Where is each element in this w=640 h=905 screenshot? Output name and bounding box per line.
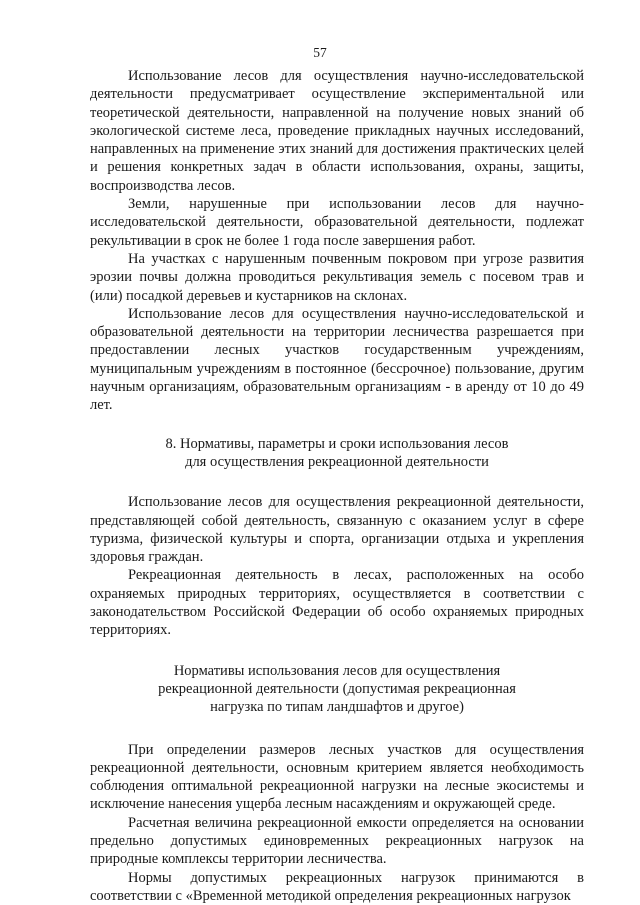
paragraph: Нормы допустимых рекреационных нагрузок принимаются в соответствии с «Временной методикой определения рекреационных нагрузок <box>90 869 584 904</box>
document-body <box>90 67 584 905</box>
paragraph: Рекреационная деятельность в лесах, расположенных на особо охраняемых природных территориях, осуществляется в соответствии с законодательством Российской Федерации об особо охраняемых природных территориях. <box>90 567 584 639</box>
section-heading-line: 8. Нормативы, параметры и сроки использования лесов <box>165 435 509 452</box>
paragraph: Земли, нарушенные при использовании лесов для научно-исследовательской деятельности, образовательной деятельности, подлежат рекультивации в срок не более 1 года после завершения работ. <box>90 196 584 249</box>
subsection-heading <box>90 662 584 717</box>
paragraph: Расчетная величина рекреационной емкости определяется на основании предельно допустимых единовременных рекреационных нагрузок на природные комплексы территории лесничества. <box>90 814 584 868</box>
section-heading <box>90 435 584 472</box>
paragraph: Использование лесов для осуществления рекреационной деятельности, представляющей собой деятельность, связанную с оказанием услуг в сфере туризма, физической культуры и спорта, организации отдыха и укрепления здоровья граждан. <box>90 494 584 566</box>
subsection-heading-line: Нормативы использования лесов для осуществления <box>173 662 501 679</box>
page-number: 57 <box>313 45 327 60</box>
paragraph: Использование лесов для осуществления научно-исследовательской деятельности предусматривает осуществление экспериментальной или теоретической деятельности, направленной на получение новых знаний об экологической системе леса, проведение прикладных научных исследований, направленных на применение этих знаний для достижения практических целей и решения конкретных задач в области использования, охраны, защиты, воспроизводства лесов. <box>90 68 584 194</box>
subsection-heading-line: рекреационной деятельности (допустимая рекреационная <box>158 680 516 697</box>
paragraph: На участках с нарушенным почвенным покровом при угрозе развития эрозии почвы должна проводиться рекультивация земель с посевом трав и (или) посадкой деревьев и кустарников на склонах. <box>90 250 584 304</box>
paragraph: Использование лесов для осуществления научно-исследовательской и образовательной деятельности на территории лесничества разрешается при предоставлении лесных участков государственным учреждениям, муниципальным учреждениям в постоянное (бессрочное) пользование, другим научным организациям, образовательным организациям - в аренду от 10 до 49 лет. <box>90 305 584 414</box>
subsection-heading-line: нагрузка по типам ландшафтов и другое) <box>210 699 464 716</box>
section-heading-line: для осуществления рекреационной деятельности <box>185 453 489 470</box>
paragraph: При определении размеров лесных участков для осуществления рекреационной деятельности, основным критерием является необходимость соблюдения оптимальной рекреационной нагрузки на лесные экосистемы и исключение нанесения ущерба лесным насаждениям и окружающей среде. <box>90 741 584 813</box>
